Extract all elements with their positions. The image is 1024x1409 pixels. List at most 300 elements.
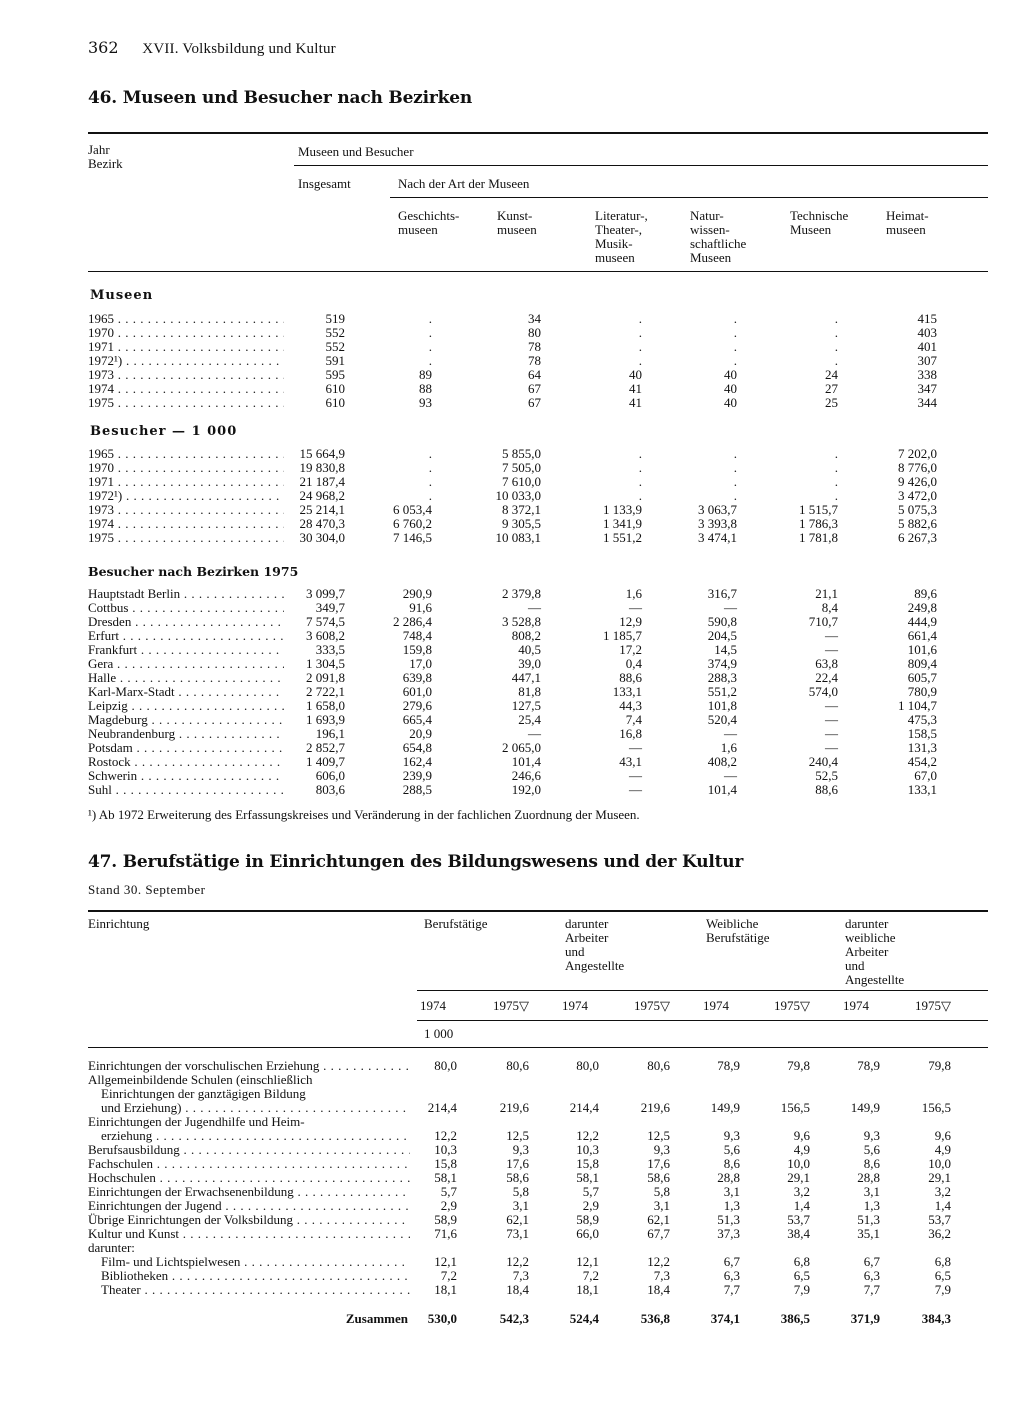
- table-cell: 5,7: [440, 1184, 457, 1199]
- row-label: 1970 . . .: [88, 326, 284, 340]
- row-label: 1972¹) . . .: [88, 489, 284, 503]
- rule: [417, 1020, 988, 1021]
- row-label: Hauptstadt Berlin . . .: [88, 587, 284, 601]
- table-cell: 19 830,8: [299, 460, 345, 475]
- table-cell: 6,3: [723, 1268, 740, 1283]
- table-cell: 67,7: [647, 1226, 670, 1241]
- row-label: 1971 . . .: [88, 340, 284, 354]
- table-cell: .: [638, 460, 642, 475]
- table-cell: 7 146,5: [393, 530, 432, 545]
- table-cell: 5 855,0: [502, 446, 541, 461]
- table-row: [0, 326, 1024, 340]
- table-cell: 5 882,6: [898, 516, 937, 531]
- year-header: 1974: [562, 998, 588, 1013]
- row-label: Erfurt . . .: [88, 629, 284, 643]
- row-label: Kultur und Kunst . . .: [88, 1227, 410, 1241]
- table-cell: 101,4: [511, 754, 541, 769]
- table-cell: 1 133,9: [603, 502, 642, 517]
- table-cell: 606,0: [315, 768, 345, 783]
- table-cell: 58,9: [576, 1212, 599, 1227]
- table-row: [0, 629, 1024, 643]
- table-cell: .: [638, 325, 642, 340]
- table-row: [0, 1241, 1024, 1255]
- total-cell: 386,5: [780, 1311, 810, 1326]
- table-cell: 1,4: [934, 1198, 951, 1213]
- table-cell: 574,0: [808, 684, 838, 699]
- table-cell: 5,7: [582, 1184, 599, 1199]
- row-label: Fachschulen . . .: [88, 1157, 410, 1171]
- table-row: [0, 489, 1024, 503]
- table-cell: 20,9: [409, 726, 432, 741]
- table-cell: 88: [419, 381, 432, 396]
- table-cell: .: [834, 339, 838, 354]
- total-cell: 371,9: [850, 1311, 880, 1326]
- table-cell: 41: [629, 395, 642, 410]
- table-cell: 2,9: [582, 1198, 599, 1213]
- section-label-museen: Museen: [90, 288, 154, 303]
- table-cell: 12,5: [506, 1128, 529, 1143]
- table-cell: 40: [629, 367, 642, 382]
- table-cell: 344: [917, 395, 937, 410]
- table-cell: 88,6: [815, 782, 838, 797]
- table-cell: 1 658,0: [306, 698, 345, 713]
- row-label: Potsdam . . .: [88, 741, 284, 755]
- table-row: [0, 671, 1024, 685]
- table-cell: —: [629, 740, 642, 755]
- table-cell: 67: [528, 395, 541, 410]
- table-cell: 6,8: [934, 1254, 951, 1269]
- table-cell: 2 286,4: [393, 614, 432, 629]
- table-row: [0, 1269, 1024, 1283]
- table-cell: 7 505,0: [502, 460, 541, 475]
- col-header-total: Insgesamt: [298, 176, 351, 191]
- table-cell: —: [825, 740, 838, 755]
- row-label: Rostock . . .: [88, 755, 284, 769]
- table-cell: 3 472,0: [898, 488, 937, 503]
- table-row: [0, 615, 1024, 629]
- table-cell: 1,6: [720, 740, 737, 755]
- table-cell: 2 065,0: [502, 740, 541, 755]
- table-cell: 40: [724, 395, 737, 410]
- table-cell: 17,0: [409, 656, 432, 671]
- table-cell: 9 426,0: [898, 474, 937, 489]
- table-row: [0, 783, 1024, 797]
- row-label: 1973 . . .: [88, 503, 284, 517]
- table-row: [0, 461, 1024, 475]
- table-cell: .: [428, 353, 432, 368]
- table-cell: 28 470,3: [299, 516, 345, 531]
- table-cell: 1 693,9: [306, 712, 345, 727]
- table-row: [0, 475, 1024, 489]
- table-cell: 6,7: [863, 1254, 880, 1269]
- table-cell: 809,4: [907, 656, 937, 671]
- row-label: Allgemeinbildende Schulen (einschließlich: [88, 1073, 313, 1087]
- table-cell: 7,2: [440, 1268, 457, 1283]
- table-row: [0, 657, 1024, 671]
- table-cell: 10,3: [434, 1142, 457, 1157]
- table-cell: 66,0: [576, 1226, 599, 1241]
- table-cell: 5 075,3: [898, 502, 937, 517]
- table-cell: —: [629, 782, 642, 797]
- row-label: 1973 . . .: [88, 368, 284, 382]
- table-cell: 28,8: [857, 1170, 880, 1185]
- table-cell: 25,4: [518, 712, 541, 727]
- table-cell: 17,6: [647, 1156, 670, 1171]
- table-cell: 80,6: [506, 1058, 529, 1073]
- table-cell: 101,8: [707, 698, 737, 713]
- row-label: 1965 . . .: [88, 447, 284, 461]
- table-46-title: 46. Museen und Besucher nach Bezirken: [88, 88, 473, 108]
- table-cell: 1 515,7: [799, 502, 838, 517]
- table-cell: 454,2: [907, 754, 937, 769]
- table-cell: .: [834, 311, 838, 326]
- table-cell: 18,1: [434, 1282, 457, 1297]
- table-cell: 12,2: [434, 1128, 457, 1143]
- table-row: [0, 755, 1024, 769]
- col-header-group: darunter Arbeiter und Angestellte: [565, 916, 625, 973]
- table-row: [0, 1227, 1024, 1241]
- table-cell: 78,9: [857, 1058, 880, 1073]
- table-row: [0, 713, 1024, 727]
- row-label: Schwerin . . .: [88, 769, 284, 783]
- table-cell: 5,8: [653, 1184, 670, 1199]
- table-cell: —: [825, 698, 838, 713]
- table-cell: 475,3: [907, 712, 937, 727]
- table-cell: 10 083,1: [495, 530, 541, 545]
- table-cell: 6 267,3: [898, 530, 937, 545]
- table-cell: 1 304,5: [306, 656, 345, 671]
- table-cell: 219,6: [640, 1100, 670, 1115]
- table-cell: 58,1: [434, 1170, 457, 1185]
- page-number: 362: [88, 38, 119, 57]
- table-cell: 196,1: [315, 726, 345, 741]
- table-cell: .: [733, 460, 737, 475]
- table-cell: 601,0: [402, 684, 432, 699]
- rule: [88, 1047, 988, 1048]
- table-row: [0, 1101, 1024, 1115]
- table-cell: .: [733, 353, 737, 368]
- table-cell: 9,6: [793, 1128, 810, 1143]
- table-cell: 71,6: [434, 1226, 457, 1241]
- row-label: Gera . . .: [88, 657, 284, 671]
- table-cell: 288,5: [402, 782, 432, 797]
- table-cell: 53,7: [787, 1212, 810, 1227]
- table-cell: 2,9: [440, 1198, 457, 1213]
- row-label: Übrige Einrichtungen der Volksbildung . . .: [88, 1213, 410, 1227]
- table-cell: 661,4: [907, 628, 937, 643]
- table-row: [0, 447, 1024, 461]
- table-cell: 3 608,2: [306, 628, 345, 643]
- table-cell: 51,3: [857, 1212, 880, 1227]
- table-cell: 610: [325, 381, 345, 396]
- table-cell: .: [733, 311, 737, 326]
- row-label: Theater . . .: [88, 1283, 410, 1297]
- table-cell: 214,4: [427, 1100, 457, 1115]
- table-cell: 12,1: [434, 1254, 457, 1269]
- row-label: und Erziehung) . . .: [88, 1101, 410, 1115]
- table-cell: 64: [528, 367, 541, 382]
- table-row: [0, 1087, 1024, 1101]
- table-cell: 401: [917, 339, 937, 354]
- table-cell: 7 574,5: [306, 614, 345, 629]
- table-cell: 552: [325, 339, 345, 354]
- table-cell: 15,8: [434, 1156, 457, 1171]
- table-cell: 149,9: [850, 1100, 880, 1115]
- row-label: Einrichtungen der ganztägigen Bildung: [101, 1087, 306, 1101]
- row-label: Frankfurt . . .: [88, 643, 284, 657]
- table-cell: 18,4: [506, 1282, 529, 1297]
- section-label-besucher: Besucher — 1 000: [90, 424, 238, 439]
- table-cell: 349,7: [315, 600, 345, 615]
- table-cell: 67,0: [914, 768, 937, 783]
- table-cell: 8 776,0: [898, 460, 937, 475]
- table-cell: 3 063,7: [698, 502, 737, 517]
- row-label: 1970 . . .: [88, 461, 284, 475]
- section-label-bezirke: Besucher nach Bezirken 1975: [88, 564, 299, 579]
- row-label: Berufsausbildung . . .: [88, 1143, 410, 1157]
- year-header-row: [0, 999, 1024, 1013]
- rule: [88, 132, 988, 134]
- table-cell: —: [724, 600, 737, 615]
- row-label: Dresden . . .: [88, 615, 284, 629]
- table-cell: 80,0: [434, 1058, 457, 1073]
- table-cell: 62,1: [647, 1212, 670, 1227]
- table-row: [0, 503, 1024, 517]
- table-row: [0, 382, 1024, 396]
- table-cell: 374,9: [707, 656, 737, 671]
- table-cell: 444,9: [907, 614, 937, 629]
- table-cell: 12,9: [619, 614, 642, 629]
- table-cell: 2 722,1: [306, 684, 345, 699]
- table-cell: 12,2: [647, 1254, 670, 1269]
- table-cell: 7,3: [512, 1268, 529, 1283]
- table-cell: 1,3: [863, 1198, 880, 1213]
- year-header: 1975▽: [915, 998, 951, 1013]
- table-cell: 605,7: [907, 670, 937, 685]
- row-label: Einrichtungen der Jugend . . .: [88, 1199, 410, 1213]
- table-cell: 7,7: [723, 1282, 740, 1297]
- table-cell: 1 786,3: [799, 516, 838, 531]
- chapter-title: XVII. Volksbildung und Kultur: [142, 41, 336, 57]
- table-cell: 415: [917, 311, 937, 326]
- table-row: [0, 1171, 1024, 1185]
- table-cell: .: [834, 474, 838, 489]
- table-cell: 17,6: [506, 1156, 529, 1171]
- table-cell: 9,3: [653, 1142, 670, 1157]
- table-cell: —: [629, 768, 642, 783]
- table-cell: 7,7: [863, 1282, 880, 1297]
- rule: [294, 165, 988, 166]
- table-cell: 9,3: [863, 1128, 880, 1143]
- table-cell: 2 852,7: [306, 740, 345, 755]
- table-cell: 0,4: [625, 656, 642, 671]
- table-cell: .: [428, 325, 432, 340]
- table-cell: 127,5: [511, 698, 541, 713]
- table-cell: 38,4: [787, 1226, 810, 1241]
- row-label: 1974 . . .: [88, 382, 284, 396]
- table-row: [0, 517, 1024, 531]
- table-cell: 3,2: [934, 1184, 951, 1199]
- col-header-type: Literatur-, Theater-, Musik- museen: [595, 208, 648, 265]
- row-label: Cottbus . . .: [88, 601, 284, 615]
- table-cell: .: [733, 339, 737, 354]
- table-cell: 748,4: [402, 628, 432, 643]
- table-cell: 58,9: [434, 1212, 457, 1227]
- table-cell: —: [629, 600, 642, 615]
- table-cell: 15,8: [576, 1156, 599, 1171]
- table-cell: .: [834, 353, 838, 368]
- table-cell: 80,0: [576, 1058, 599, 1073]
- table-cell: 639,8: [402, 670, 432, 685]
- table-cell: 8,6: [863, 1156, 880, 1171]
- row-label: 1972¹) . . .: [88, 354, 284, 368]
- table-cell: 149,9: [710, 1100, 740, 1115]
- table-cell: 78: [528, 353, 541, 368]
- table-cell: 519: [325, 311, 345, 326]
- table-cell: 88,6: [619, 670, 642, 685]
- table-row: [0, 741, 1024, 755]
- row-label: Suhl . . .: [88, 783, 284, 797]
- table-cell: 6,7: [723, 1254, 740, 1269]
- table-cell: 3 099,7: [306, 586, 345, 601]
- table-cell: 78,9: [717, 1058, 740, 1073]
- table-cell: —: [724, 726, 737, 741]
- rule: [417, 990, 988, 991]
- table-cell: .: [638, 339, 642, 354]
- table-cell: 4,9: [793, 1142, 810, 1157]
- table-cell: 338: [917, 367, 937, 382]
- table-cell: 219,6: [499, 1100, 529, 1115]
- table-cell: 6,5: [793, 1268, 810, 1283]
- col-header-type: Geschichts- museen: [398, 208, 460, 237]
- table-cell: .: [638, 353, 642, 368]
- table-row: [0, 699, 1024, 713]
- col-header-stub: Einrichtung: [88, 916, 150, 931]
- table-row: [0, 1143, 1024, 1157]
- table-cell: 40: [724, 381, 737, 396]
- row-label: Einrichtungen der Jugendhilfe und Heim-: [88, 1115, 305, 1129]
- table-cell: 131,3: [907, 740, 937, 755]
- row-label: Magdeburg . . .: [88, 713, 284, 727]
- table-cell: 808,2: [511, 628, 541, 643]
- row-label: Film- und Lichtspielwesen . . .: [88, 1255, 410, 1269]
- table-cell: 7,9: [934, 1282, 951, 1297]
- table-cell: 10,0: [928, 1156, 951, 1171]
- table-cell: 62,1: [506, 1212, 529, 1227]
- table-cell: 53,7: [928, 1212, 951, 1227]
- col-header-type: Kunst- museen: [497, 208, 537, 237]
- table-cell: 403: [917, 325, 937, 340]
- table-row: [0, 727, 1024, 741]
- year-header: 1975▽: [774, 998, 810, 1013]
- row-label: Leipzig . . .: [88, 699, 284, 713]
- table-cell: 7,3: [653, 1268, 670, 1283]
- table-cell: 12,2: [506, 1254, 529, 1269]
- table-cell: 133,1: [612, 684, 642, 699]
- table-cell: 408,2: [707, 754, 737, 769]
- row-label: 1965 . . .: [88, 312, 284, 326]
- table-cell: 15 664,9: [299, 446, 345, 461]
- table-cell: 162,4: [402, 754, 432, 769]
- table-cell: .: [428, 339, 432, 354]
- table-row: [0, 1129, 1024, 1143]
- table-cell: 12,1: [576, 1254, 599, 1269]
- table-cell: 12,5: [647, 1128, 670, 1143]
- row-label: 1975 . . .: [88, 531, 284, 545]
- table-cell: 239,9: [402, 768, 432, 783]
- total-label: Zusammen: [345, 1311, 408, 1326]
- table-cell: 3 474,1: [698, 530, 737, 545]
- table-cell: .: [834, 325, 838, 340]
- table-cell: 28,8: [717, 1170, 740, 1185]
- table-cell: 29,1: [787, 1170, 810, 1185]
- table-cell: 10,3: [576, 1142, 599, 1157]
- table-cell: 2 091,8: [306, 670, 345, 685]
- table-cell: 595: [325, 367, 345, 382]
- table-cell: .: [834, 460, 838, 475]
- col-header-by-type: Nach der Art der Museen: [398, 176, 530, 191]
- table-cell: 6,5: [934, 1268, 951, 1283]
- table-row: [0, 601, 1024, 615]
- table-cell: 610: [325, 395, 345, 410]
- table-cell: 89,6: [914, 586, 937, 601]
- table-cell: .: [428, 446, 432, 461]
- table-cell: —: [825, 628, 838, 643]
- table-cell: 246,6: [511, 768, 541, 783]
- table-cell: 552: [325, 325, 345, 340]
- table-cell: 5,8: [512, 1184, 529, 1199]
- table-cell: 654,8: [402, 740, 432, 755]
- table-cell: —: [528, 726, 541, 741]
- table-cell: .: [834, 488, 838, 503]
- table-cell: .: [638, 311, 642, 326]
- table-cell: —: [724, 768, 737, 783]
- table-cell: 8,4: [821, 600, 838, 615]
- table-cell: 192,0: [511, 782, 541, 797]
- table-row: [0, 1059, 1024, 1073]
- table-cell: 1 781,8: [799, 530, 838, 545]
- table-cell: 10 033,0: [495, 488, 541, 503]
- table-cell: 29,1: [928, 1170, 951, 1185]
- total-cell: 374,1: [710, 1311, 740, 1326]
- table-cell: 58,1: [576, 1170, 599, 1185]
- table-row: [0, 1199, 1024, 1213]
- year-header: 1974: [843, 998, 869, 1013]
- table-cell: 40,5: [518, 642, 541, 657]
- table-row: [0, 312, 1024, 326]
- table-cell: .: [733, 446, 737, 461]
- table-cell: 21,1: [815, 586, 838, 601]
- total-cell: 542,3: [499, 1311, 529, 1326]
- table-cell: 3,1: [653, 1198, 670, 1213]
- col-header-type: Technische Museen: [790, 208, 849, 237]
- table-cell: 279,6: [402, 698, 432, 713]
- col-header-group: Berufstätige: [424, 916, 488, 931]
- table-cell: 80,6: [647, 1058, 670, 1073]
- table-cell: 93: [419, 395, 432, 410]
- col-header-group: Museen und Besucher: [298, 144, 414, 159]
- year-header: 1975▽: [634, 998, 670, 1013]
- table-cell: 67: [528, 381, 541, 396]
- table-cell: 58,6: [506, 1170, 529, 1185]
- year-header: 1974: [703, 998, 729, 1013]
- table-cell: 79,8: [787, 1058, 810, 1073]
- year-header: 1974: [420, 998, 446, 1013]
- table-row: [0, 1213, 1024, 1227]
- row-label: Karl-Marx-Stadt . . .: [88, 685, 284, 699]
- table-cell: 3,1: [863, 1184, 880, 1199]
- table-cell: 79,8: [928, 1058, 951, 1073]
